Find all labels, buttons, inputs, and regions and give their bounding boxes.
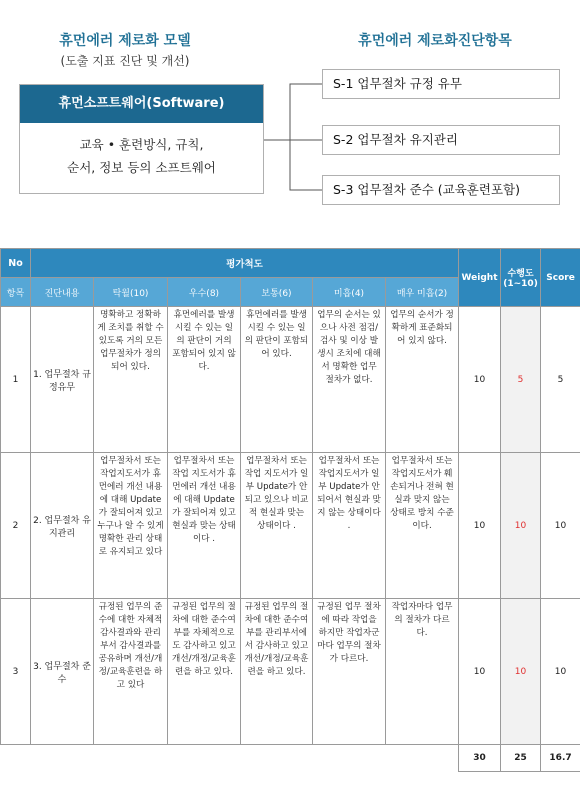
row-level-cell: 명확하고 정확하게 조치를 취할 수 있도록 거의 모든 업무절차가 정의되어 있다. xyxy=(94,307,168,453)
evaluation-table xyxy=(0,248,580,772)
row-level-cell: 업무절차서 또는작업 지도서가 휴먼에러 개선 내용에 대해 Update가 잘되어져 있고 현실과 맞는 상태이다 . xyxy=(168,453,241,599)
header-score: Score xyxy=(541,249,580,307)
row-level-cell: 업무의 순서는 있으나 사전 점검/검사 및 이상 발생시 조치에 대해서 명확한 업무 절차가 없다. xyxy=(313,307,386,453)
diagnosis-item-s1: S-1 업무절차 규정 유무 xyxy=(322,69,560,99)
table-row xyxy=(1,307,580,453)
row-level-cell: 규정된 업무의 절차에 대한 준수여부를 관리부서에서 감사하고 있고 개선/개정/교육훈련을 하고 있다. xyxy=(241,599,313,745)
header-item: 항목 xyxy=(1,278,31,307)
software-heading: 휴먼소프트웨어(Software) xyxy=(20,85,263,123)
diagnosis-title: 휴먼에러 제로화진단항목 xyxy=(358,33,512,49)
row-performance: 10 xyxy=(501,453,541,599)
header-level-average: 보통(6) xyxy=(241,278,313,307)
totals-row xyxy=(1,745,580,772)
row-weight: 10 xyxy=(459,453,501,599)
row-weight: 10 xyxy=(459,599,501,745)
header-weight: Weight xyxy=(459,249,501,307)
row-no: 1 xyxy=(1,307,31,453)
row-content: 2. 업무절차 유지관리 xyxy=(31,453,94,599)
header-level-good: 우수(8) xyxy=(168,278,241,307)
table-row xyxy=(1,453,580,599)
row-score: 10 xyxy=(541,453,580,599)
row-performance: 10 xyxy=(501,599,541,745)
table-row xyxy=(1,599,580,745)
row-weight: 10 xyxy=(459,307,501,453)
diagnosis-item-s3: S-3 업무절차 준수 (교육훈련포함) xyxy=(322,175,560,205)
header-performance: 수행도 (1~10) xyxy=(501,249,541,307)
row-score: 10 xyxy=(541,599,580,745)
software-desc-line1: 교육 • 훈련방식, 규칙, xyxy=(79,137,204,152)
row-content: 1. 업무절차 규정유무 xyxy=(31,307,94,453)
row-level-cell: 규정된 업무 절차에 따라 작업을 하지만 작업자군마다 업무의 절차가 다르다. xyxy=(313,599,386,745)
row-level-cell: 업무절차서 또는작업 지도서가 일부 Update가 안되고 있으나 비교적 현실과 맞는 상태이다 . xyxy=(241,453,313,599)
row-level-cell: 업무절차서 또는 작업지도서가 일부 Update가 안되어서 현실과 맞지 않는 상태이다 . xyxy=(313,453,386,599)
row-score: 5 xyxy=(541,307,580,453)
row-no: 2 xyxy=(1,453,31,599)
row-level-cell: 업무절차서 또는 작업지도서가 훼손되거나 전혀 현실과 맞지 않는 상태로 방치 수준이다. xyxy=(386,453,459,599)
header-no: No xyxy=(1,249,31,278)
header-level-very-poor: 매우 미흡(2) xyxy=(386,278,459,307)
row-level-cell: 규정된 업무의 준수에 대한 자체적 감사결과와 관리부서 감사결과를 공유하며 개선/개정/교육훈련을 하고 있다 xyxy=(94,599,168,745)
row-level-cell: 작업자마다 업무의 절차가 다르다. xyxy=(386,599,459,745)
model-title: 휴먼에러 제로화 모델 xyxy=(59,33,191,49)
header-content: 진단내용 xyxy=(31,278,94,307)
diagnosis-item-s2: S-2 업무절차 유지관리 xyxy=(322,125,560,155)
header-level-excellent: 탁월(10) xyxy=(94,278,168,307)
row-level-cell: 휴먼에러를 발생시킬 수 있는 일의 판단이 포함되어 있다. xyxy=(241,307,313,453)
row-level-cell: 업무절차서 또는 작업지도서가 휴먼에러 개선 내용에 대해 Update가 잘되어져 있고 누구나 알 수 있게 명확한 관리 상태로 유지되고 있다 xyxy=(94,453,168,599)
model-subtitle: (도출 지표 진단 및 개선) xyxy=(60,54,190,68)
total-performance: 25 xyxy=(501,745,541,772)
row-level-cell: 휴먼에러를 발생시킬 수 있는 일의 판단이 거의 포함되어 있지 않다. xyxy=(168,307,241,453)
total-score: 16.7 xyxy=(541,745,580,772)
row-performance: 5 xyxy=(501,307,541,453)
software-desc-line2: 순서, 정보 등의 소프트웨어 xyxy=(67,160,216,175)
row-level-cell: 규정된 업무의 절차에 대한 준수여부를 자체적으로도 감사하고 있고 개선/개정/교육훈련을 하고 있다. xyxy=(168,599,241,745)
header-eval-scale: 평가척도 xyxy=(31,249,459,278)
row-level-cell: 업무의 순서가 정확하게 표준화되어 있지 않다. xyxy=(386,307,459,453)
total-weight: 30 xyxy=(459,745,501,772)
totals-spacer xyxy=(1,745,459,772)
row-content: 3. 업무절차 준수 xyxy=(31,599,94,745)
header-level-poor: 미흡(4) xyxy=(313,278,386,307)
row-no: 3 xyxy=(1,599,31,745)
